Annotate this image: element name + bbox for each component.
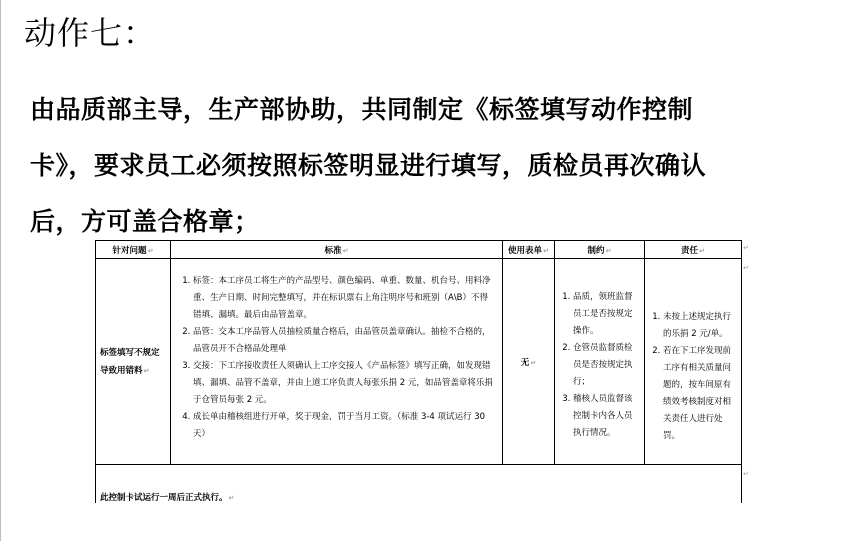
responsibility-item: 2. 若在下工序发现前工序有相关质量问题的，按车间原有绩效考核制度对相关责任人进行处罚。 [663, 343, 737, 445]
table-header-row [96, 241, 742, 259]
header-cell: 责任↵ [645, 241, 742, 259]
control-item: 1. 品质，领班监督员工是否按规定操作。 [573, 289, 640, 340]
control-cell [555, 259, 645, 465]
header-cell: 使用表单↵ [503, 241, 555, 259]
left-border-line [0, 0, 1, 541]
standard-item: 2. 品管：交本工序品管人员抽检质量合格后，由品管员盖章确认。抽检不合格的，品管员开不合格品处理单 [193, 324, 496, 358]
standard-item: 3. 交接：下工序接收责任人须确认上工序交接人《产品标签》填写正确，如发现错填、漏填、品管不盖章，并由上道工序负责人每张乐捐 2 元，如品管盖章将乐捐于仓管员每张 2 元。 [193, 358, 496, 409]
table-row [96, 259, 742, 465]
issue-cell: 标签填写不规定导致用错料↵ [96, 259, 171, 465]
form-cell: 无↵ [503, 259, 555, 465]
paragraph-line-2: 卡》，要求员工必须按照标签明显进行填写，质检员再次确认 [30, 151, 707, 180]
section-heading: 动作七： [24, 14, 157, 52]
responsibility-cell [645, 259, 742, 465]
control-card-document [95, 240, 749, 503]
control-card-table [95, 240, 742, 503]
paragraph-mark: ↵ [743, 244, 749, 252]
paragraph-mark: ↵ [743, 264, 749, 272]
paragraph-mark: ↵ [743, 470, 749, 478]
control-item: 2. 仓管员监督质检员是否按规定执行； [573, 340, 640, 391]
standard-item: 1. 标签：本工序员工将生产的产品型号、颜色编码、单重、数量、机台号、用料净重、生产日期、时间完整填写，并在标识票右上角注明序号和班别（A\B）不得错填、漏填。最后由品管盖章。 [193, 273, 496, 324]
header-cell: 标准↵ [171, 241, 503, 259]
control-item: 3. 稽核人员监督该控制卡内各人员执行情况。 [573, 391, 640, 442]
table-footer-row [96, 465, 742, 504]
standard-cell [171, 259, 503, 465]
body-paragraph [30, 82, 830, 250]
standard-item: 4. 成长单由稽核组进行开单，奖于现金，罚于当月工资。（标准 3-4 项试运行 30 天） [193, 409, 496, 443]
paragraph-line-1: 由品质部主导，生产部协助，共同制定《标签填写动作控制 [30, 95, 694, 124]
header-cell: 制约↵ [555, 241, 645, 259]
header-cell: 针对问题↵ [96, 241, 171, 259]
footer-note: 此控制卡试运行一周后正式执行。↵ [96, 465, 742, 504]
responsibility-item: 1. 未按上述规定执行的乐捐 2 元/单。 [663, 309, 737, 343]
paragraph-line-3: 后，方可盖合格章； [30, 207, 260, 236]
